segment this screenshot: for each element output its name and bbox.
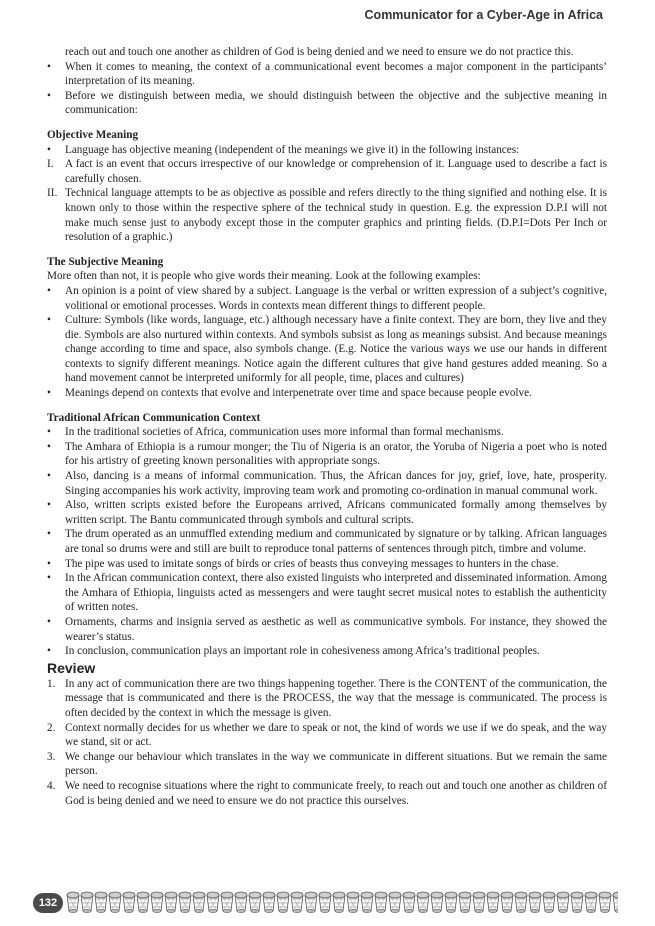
list-item-text: Culture: Symbols (like words, language, etc.) although necessary have a finite context. They are born, they live and they die. Symbols are also nurtured within contexts. And symbols subsist as long as meanings subsist. And because meanings change according to time and space, also symbols change. (E.g. Notice the various ways we use our hands in different contexts to signify different meanings. Notice again the different cultures that give hand gestures added meaning. So a hand movement cannot be interpreted uniformly for all people, time, places and cultures) <box>65 314 607 385</box>
list-item-text: Meanings depend on contexts that evolve and interpenetrate over time and space because people evolve. <box>65 387 532 400</box>
list-item-text: When it comes to meaning, the context of a communicational event becomes a major component in the participants’ interpretation of its meaning. <box>65 60 607 88</box>
list-item-text: The Amhara of Ethiopia is a rumour monger; the Tiu of Nigeria is an orator, the Yoruba of Nigeria a poet who is noted for his artistry of greeting known personalities with appropriate songs. <box>65 440 607 468</box>
section-heading-objective: Objective Meaning <box>47 128 139 141</box>
list-item <box>47 677 607 721</box>
list-item <box>47 644 607 659</box>
list-item <box>47 186 607 244</box>
list-item <box>47 143 607 158</box>
list-item-text: We change our behaviour which translates in the way we communicate in different situations. But we remain the same person. <box>65 750 607 778</box>
bullet-icon: • <box>47 387 51 400</box>
list-item <box>47 157 607 186</box>
list-item <box>47 60 607 89</box>
list-item-text: Before we distinguish between media, we should distinguish between the objective and the subjective meaning in communication: <box>65 89 607 117</box>
list-item <box>47 425 607 440</box>
page-number: 132 <box>33 893 63 913</box>
list-item-text: Language has objective meaning (independent of the meanings we give it) in the following instances: <box>65 143 520 156</box>
bullet-icon: • <box>47 615 51 628</box>
section-heading-review: Review <box>47 659 96 676</box>
list-item-text: A fact is an event that occurs irrespective of our knowledge or comprehension of it. Language used to describe a fact is carefully chosen. <box>65 158 607 185</box>
list-item-text: In the African communication context, there also existed linguists who interpreted and disseminated information. Among the Amhara of Ethiopia, linguists acted as messengers and were taught secret musical notes to establish the authenticity of written notes. <box>65 572 607 614</box>
page-footer <box>30 888 620 918</box>
list-item <box>47 313 607 386</box>
list-item-text: The pipe was used to imitate songs of birds or cries of beasts thus conveying messages to hunters in the chase. <box>65 557 559 570</box>
body-text <box>47 45 607 808</box>
list-item-text: Also, written scripts existed before the Europeans arrived, Africans communicated formally among themselves by written script. The Bantu communicated through symbols and cultural scripts. <box>65 499 607 526</box>
list-marker: 4. <box>47 779 56 792</box>
bullet-icon: • <box>47 572 51 585</box>
bullet-icon: • <box>47 470 51 483</box>
list-marker: 2. <box>47 721 56 734</box>
bullet-icon: • <box>47 284 51 297</box>
list-item <box>47 284 607 313</box>
list-item <box>47 721 607 750</box>
list-item-text: An opinion is a point of view shared by a subject. Language is the verbal or written expression of a subject’s cognitive, volitional or emotional processes. Words in contexts mean different things to different people. <box>65 284 607 312</box>
bullet-icon: • <box>47 528 51 541</box>
list-item <box>47 89 607 118</box>
list-item <box>47 557 607 572</box>
decorative-border-pattern-icon <box>66 890 618 916</box>
list-item <box>47 571 607 615</box>
list-item <box>47 440 607 469</box>
list-item-text: Also, dancing is a means of informal communication. Thus, the African dances for joy, grief, love, hate, prosperity. Singing accompanies his work activity, improving team work and promoting co-ordination in manual communal work. <box>65 470 607 497</box>
list-item-text: In conclusion, communication plays an important role in cohesiveness among Africa’s traditional peoples. <box>65 645 540 658</box>
bullet-icon: • <box>47 440 51 453</box>
continuation-paragraph: reach out and touch one another as children of God is being denied and we need to ensure we do not practice this. <box>65 46 574 58</box>
list-item <box>47 615 607 644</box>
bullet-icon: • <box>47 89 51 102</box>
list-marker: I. <box>47 158 54 171</box>
bullet-icon: • <box>47 645 51 658</box>
section-intro: More often than not, it is people who give words their meaning. Look at the following examples: <box>47 270 481 283</box>
list-item <box>47 469 607 498</box>
list-item-text: In any act of communication there are two things happening together. There is the CONTENT of the communication, the message that is communicated and there is the PROCESS, the way that the message is communicated. The process is often decided by the context in which the message is given. <box>65 677 607 719</box>
bullet-icon: • <box>47 426 51 439</box>
list-item <box>47 386 607 401</box>
list-item <box>47 750 607 779</box>
list-item <box>47 498 607 527</box>
list-marker: 3. <box>47 750 56 763</box>
list-marker: II. <box>47 187 58 200</box>
list-marker: 1. <box>47 677 56 690</box>
list-item-text: In the traditional societies of Africa, communication uses more informal than formal mechanisms. <box>65 426 504 439</box>
list-item-text: The drum operated as an unmuffled extending medium and communicated by signature or by talking. African languages are tonal so drums were and still are built to reproduce tonal patterns of sentences through pitch, timbre and volume. <box>65 528 607 555</box>
list-item <box>47 527 607 556</box>
list-item-text: Technical language attempts to be as objective as possible and refers directly to the thing signified and nothing else. It is known only to those within the respective sphere of the technical study in question. E.g. the expression D.P.I will not make much sense just to anybody except those in the computer graphics and printing fields. (D.P.I=Dots Per Inch or resolution of a graphic.) <box>65 187 607 244</box>
bullet-icon: • <box>47 314 51 327</box>
list-item <box>47 779 607 808</box>
running-head: Communicator for a Cyber-Age in Africa <box>364 8 603 22</box>
section-heading-traditional: Traditional African Communication Context <box>47 411 261 424</box>
section-heading-subjective: The Subjective Meaning <box>47 255 164 268</box>
bullet-icon: • <box>47 143 51 156</box>
list-item-text: We need to recognise situations where the right to communicate freely, to reach out and touch one another as children of God is being denied and we need to ensure we do not practice this ourselves. <box>65 779 607 807</box>
bullet-icon: • <box>47 60 51 73</box>
list-item-text: Ornaments, charms and insignia served as aesthetic as well as communicative symbols. For instance, they showed the wearer’s status. <box>65 615 607 643</box>
bullet-icon: • <box>47 499 51 512</box>
bullet-icon: • <box>47 557 51 570</box>
list-item-text: Context normally decides for us whether we dare to speak or not, the kind of words we use if we do speak, and the way we stand, sit or act. <box>65 721 607 749</box>
